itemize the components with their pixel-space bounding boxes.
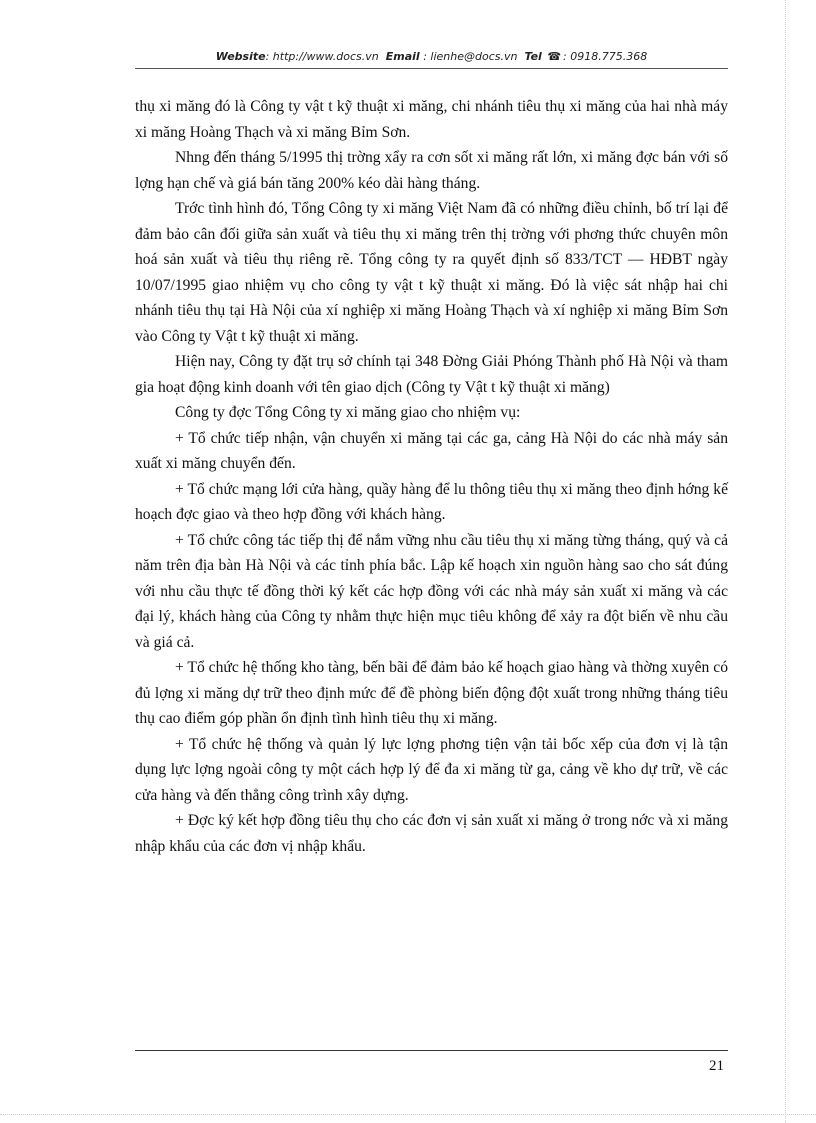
website-label: Website xyxy=(215,50,266,63)
tel-value: : 0918.775.368 xyxy=(563,50,648,63)
phone-icon: ☎ xyxy=(547,50,562,63)
list-item: + Đợc ký kết hợp đồng tiêu thụ cho các đơn vị sản xuất xi măng ở trong nớc và xi măng nhập khẩu của các đơn vị nhập khẩu. xyxy=(135,812,728,855)
paragraph: Trớc tình hình đó, Tổng Công ty xi măng Việt Nam đã có những điều chỉnh, bố trí lại để đảm bảo cân đối giữa sản xuất và tiêu thụ xi măng trên thị trờng với phơng thức chuyên môn hoá sản xuất và tiêu thụ riêng rẽ. Tổng công ty ra quyết định số 833/TCT — HĐBT ngày 10/07/1995 giao nhiệm vụ cho công ty vật t kỹ thuật xi măng. Đó là việc sát nhập hai chi nhánh tiêu thụ tại Hà Nội của xí nghiệp xi măng Hoàng Thạch và xí nghiệp xi măng Bỉm Sơn vào Công ty Vật t kỹ thuật xi măng. xyxy=(135,200,728,345)
email-value: : lienhe@docs.vn xyxy=(423,50,518,63)
list-item: + Tổ chức hệ thống kho tàng, bến bãi để đảm bảo kế hoạch giao hàng và thờng xuyên có đủ lợng xi măng dự trữ theo định mức để đề phòng biến động đột xuất trong những tháng tiêu thụ cao điểm góp phần ổn định tình hình tiêu thụ xi măng. xyxy=(135,659,728,727)
page-edge-right xyxy=(785,0,786,1123)
page-edge-bottom xyxy=(0,1114,816,1115)
paragraph: Hiện nay, Công ty đặt trụ sở chính tại 348 Đờng Giải Phóng Thành phố Hà Nội và tham gia hoạt động kinh doanh với tên giao dịch (Công ty Vật t kỹ thuật xi măng) xyxy=(135,353,728,396)
list-item: + Tổ chức tiếp nhận, vận chuyển xi măng tại các ga, cảng Hà Nội do các nhà máy sản xuất xi măng chuyển đến. xyxy=(135,429,728,472)
tel-label: Tel xyxy=(524,50,542,63)
page-number: 21 xyxy=(709,1058,724,1074)
footer-divider xyxy=(135,1050,728,1051)
list-item: + Tổ chức công tác tiếp thị để nắm vững nhu cầu tiêu thụ xi măng từng tháng, quý và cả năm trên địa bàn Hà Nội và các tỉnh phía bắc. Lập kế hoạch xin nguồn hàng sao cho sát đúng với nhu cầu thực tế đồng thời ký kết các hợp đồng với các nhà máy sản xuất xi măng và các đại lý, khách hàng của Công ty nhằm thực hiện mục tiêu không để xảy ra đột biến về nhu cầu và giá cả. xyxy=(135,531,728,651)
paragraph: thụ xi măng đó là Công ty vật t kỹ thuật xi măng, chi nhánh tiêu thụ xi măng của hai nhà máy xi măng Hoàng Thạch và xi măng Bỉm Sơn. xyxy=(135,98,728,141)
email-label: Email xyxy=(385,50,420,63)
document-body xyxy=(135,94,728,859)
paragraph: Công ty đợc Tổng Công ty xi măng giao cho nhiệm vụ: xyxy=(175,404,521,421)
paragraph: Nhng đến tháng 5/1995 thị trờng xẩy ra cơn sốt xi măng rất lớn, xi măng đợc bán với số lợng hạn chế và giá bán tăng 200% kéo dài hàng tháng. xyxy=(135,149,728,192)
website-value: : http://www.docs.vn xyxy=(265,50,379,63)
list-item: + Tổ chức hệ thống và quản lý lực lợng phơng tiện vận tải bốc xếp của đơn vị là tận dụng lực lợng ngoài công ty một cách hợp lý để đa xi măng từ ga, cảng về kho dự trữ, về các cửa hàng và đến thẳng công trình xây dựng. xyxy=(135,735,728,804)
list-item: + Tổ chức mạng lới cửa hàng, quầy hàng để lu thông tiêu thụ xi măng theo định hớng kế hoạch đợc giao và theo hợp đồng với khách hàng. xyxy=(135,480,728,523)
page-header xyxy=(135,48,728,69)
